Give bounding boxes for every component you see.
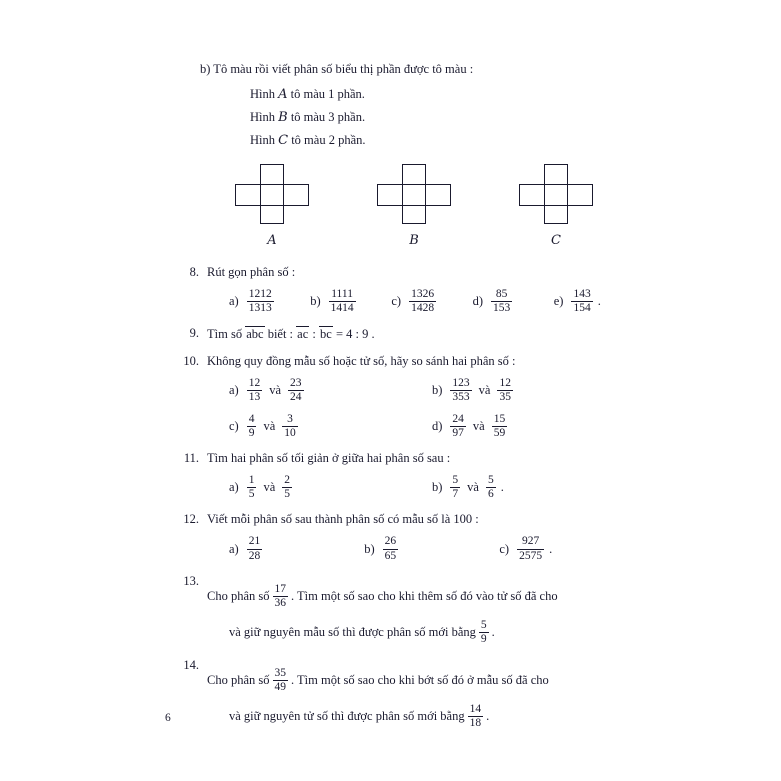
fraction: $\frac{24}{97}$ [452,412,464,439]
intro-line-1-suffix: tô màu 1 phần. [290,87,365,101]
fraction: $\frac{3}{10}$ [284,412,296,439]
fraction: $\frac{12}{13}$ [248,377,261,404]
intro-line-2-figure: B [278,110,288,125]
compare-word: và [263,480,276,495]
item-label: a) [229,541,239,556]
fraction: $\frac{15}{59}$ [493,412,506,439]
exercise-10-item-c [229,413,432,440]
exercise-13-pre: Cho phân số [207,589,270,604]
item-label: e) [553,294,564,309]
exercise-8-item-d [473,288,554,315]
intro-line-2-suffix: tô màu 3 phần. [290,110,366,124]
fraction: $\frac{123}{353}$ [452,377,470,404]
exercise-12-item-a [229,535,364,562]
exercise-11-item-a [229,474,432,501]
exercise-13 [165,574,635,647]
exercise-11-title: Tìm hai phân số tối giản ở giữa hai phân số sau : [207,450,451,465]
compare-word: và [478,383,491,398]
compare-word: và [467,480,479,495]
exercise-14-pre-2: và giữ nguyên tử số thì được phân số mới bằng [229,709,465,724]
cross-figure-a-label: A [267,233,277,248]
exercise-12-item-c [499,535,634,562]
fraction: $\frac{1212}{1313}$ [248,288,272,315]
exercise-14-post: . Tìm một số sao cho khi bớt số đó ở mẫu số đã cho [291,672,549,687]
page-number: 6 [165,712,171,724]
exercise-8-items [207,288,635,315]
exercise-8-item-c [391,288,472,315]
exercise-9-title-mid: biết : [267,327,294,342]
item-label: b) [364,541,375,556]
fraction: $\frac{1111}{1414}$ [330,288,354,315]
exercise-10 [165,354,635,440]
item-label: b) [432,480,443,495]
exercise-13-line-2 [207,619,635,646]
item-tail: . [500,480,504,495]
intro-line-2 [165,110,635,125]
fraction: $\frac{17}{36}$ [274,582,286,610]
item-tail: . [549,541,553,556]
fraction: $\frac{5}{7}$ [452,473,459,501]
cross-figure-c [519,164,593,254]
exercise-8-number: 8. [189,265,199,279]
intro-line-2-prefix: Hình [250,110,275,124]
fraction: $\frac{14}{18}$ [469,703,482,730]
exercise-9-abc: abc [246,327,264,342]
exercise-9-number: 9. [189,326,199,341]
cross-figure-b [377,164,451,254]
exercise-10-item-a [229,377,432,404]
fraction: $\frac{12}{35}$ [499,377,511,404]
item-label: b) [310,294,321,309]
exercise-11-row-1 [207,474,635,501]
fraction: $\frac{23}{24}$ [290,377,302,404]
fraction: $\frac{26}{65}$ [384,535,397,562]
item-label: d) [432,418,443,433]
exercise-12-number: 12. [183,512,199,527]
exercise-8-item-b [310,288,391,315]
exercise-9-ac: ac [297,327,309,342]
exercise-8 [165,265,635,315]
exercise-10-row-1 [207,377,635,404]
intro-line-1-figure: A [278,87,288,102]
exercise-12-title: Viết mỗi phân số sau thành phân số có mẫu số là 100 : [207,512,479,527]
item-label: a) [229,383,239,398]
fraction: $\frac{2}{5}$ [284,473,291,501]
page-content [165,62,635,731]
intro-line-1 [165,87,635,102]
item-label: a) [229,294,239,309]
compare-word: và [472,418,485,433]
item-label: d) [472,294,483,309]
exercise-10-item-b [432,377,635,404]
fraction: $\frac{1}{5}$ [248,473,255,501]
item-label: c) [499,541,510,556]
exercise-14-post-2: . [486,709,490,724]
exercise-9-title-end: = 4 : 9 . [335,327,375,342]
compare-word: và [263,418,276,433]
exercise-9-sep: : [312,327,316,342]
cross-shape-icon [519,164,593,224]
cross-figure-b-label: B [409,233,419,248]
fraction: $\frac{5}{9}$ [480,619,487,646]
exercise-12 [165,512,635,562]
item-label: c) [391,294,402,309]
exercise-9-title-pre: Tìm số [207,327,243,342]
exercise-8-item-e [554,288,635,315]
exercise-14-line-2 [207,703,635,730]
exercise-10-row-2 [207,413,635,440]
exercise-12-items [207,535,635,562]
fraction: $\frac{927}{2575}$ [519,535,543,562]
fraction: $\frac{85}{153}$ [492,288,511,315]
fraction: $\frac{4}{9}$ [248,412,255,439]
exercise-8-item-a [229,288,310,315]
exercise-13-post-2: . [491,625,495,640]
exercise-10-title: Không quy đồng mẫu số hoặc tử số, hãy so sánh hai phân số : [207,354,516,369]
item-label: a) [229,480,239,495]
item-label: b) [432,383,443,398]
fraction: $\frac{5}{6}$ [487,473,494,501]
exercise-8-title: Rút gọn phân số : [207,265,296,279]
cross-shape-icon [235,164,309,224]
exercise-10-number: 10. [183,354,199,369]
exercise-13-post: . Tìm một số sao cho khi thêm số đó vào tử số đã cho [291,589,558,604]
compare-word: và [269,383,282,398]
fraction: $\frac{143}{154}$ [573,288,591,315]
exercise-13-number: 13. [183,573,199,588]
exercise-14-line-1 [207,667,635,694]
cross-figures [165,164,635,254]
intro-line-3-suffix: tô màu 2 phần. [291,133,366,147]
exercise-12-item-b [364,535,499,562]
exercise-11 [165,451,635,501]
exercise-11-number: 11. [183,450,199,465]
exercise-9-title [207,326,635,343]
intro-line-3 [165,133,635,148]
exercise-11-item-b [432,474,635,501]
cross-figure-c-label: C [551,233,561,248]
fraction: $\frac{21}{28}$ [248,535,261,562]
fraction: $\frac{35}{49}$ [274,666,286,693]
intro-line-1-prefix: Hình [250,87,275,101]
cross-shape-icon [377,164,451,224]
intro-line-3-figure: C [278,133,289,148]
exercise-10-item-d [432,413,635,440]
intro-line-3-prefix: Hình [250,133,275,147]
cross-figure-a [235,164,309,254]
exercise-14 [165,658,635,731]
item-label: c) [229,418,239,433]
intro-instruction: b) Tô màu rồi viết phân số biểu thị phần được tô màu : [200,62,474,76]
item-tail: . [597,294,601,309]
exercise-14-pre: Cho phân số [207,672,270,687]
exercise-14-number: 14. [183,657,199,672]
fraction: $\frac{1326}{1428}$ [411,288,435,315]
exercise-9 [165,326,635,343]
exercise-9-bc: bc [320,327,332,342]
exercise-13-line-1 [207,583,635,610]
exercise-13-pre-2: và giữ nguyên mẫu số thì được phân số mới bằng [229,625,476,640]
